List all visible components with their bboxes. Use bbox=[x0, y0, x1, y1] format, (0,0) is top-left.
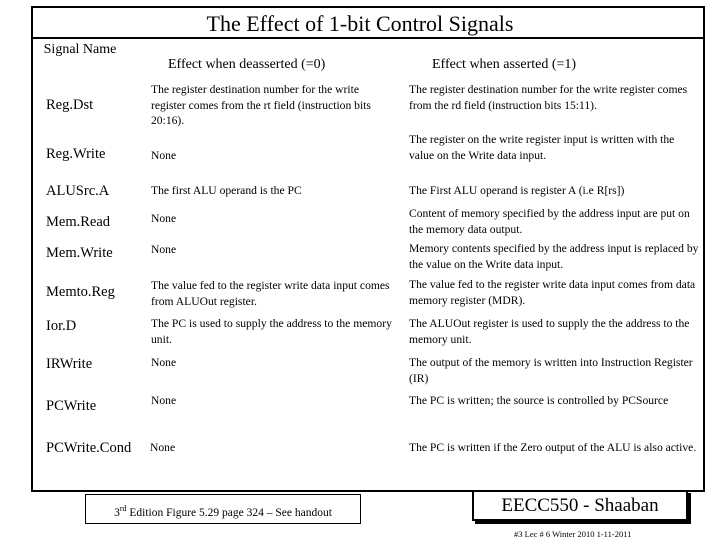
deasserted-regwrite: None bbox=[151, 149, 177, 162]
deasserted-alusrca: The first ALU operand is the PC bbox=[151, 184, 302, 197]
deasserted-irwrite: None bbox=[151, 356, 177, 369]
signal-iord: Ior.D bbox=[46, 318, 77, 334]
signal-alusrca: ALUSrc.A bbox=[46, 183, 110, 199]
deasserted-pcwrite: None bbox=[151, 394, 177, 407]
citation-text: Edition Figure 5.29 page 324 – See handout bbox=[129, 506, 332, 519]
header-signal-name: Signal Name bbox=[43, 42, 117, 57]
slide-title: The Effect of 1-bit Control Signals bbox=[206, 11, 514, 36]
asserted-iord: The ALUOut register is used to supply the the address to the memory unit. bbox=[409, 317, 690, 346]
asserted-memtoreg: The value fed to the register write data input comes from data memory register (MDR). bbox=[409, 278, 696, 307]
header-asserted: Effect when asserted (=1) bbox=[432, 57, 577, 72]
deasserted-memtoreg: The value fed to the register write data input comes from ALUOut register. bbox=[151, 279, 390, 308]
citation-edition-suffix: rd bbox=[119, 504, 127, 513]
deasserted-memread: None bbox=[151, 212, 177, 225]
signal-irwrite: IRWrite bbox=[46, 356, 93, 372]
asserted-memwrite: Memory contents specified by the address input is replaced by the value on the Write data input. bbox=[409, 242, 699, 271]
deasserted-memwrite: None bbox=[151, 243, 177, 256]
footer-slide-info: #3 Lec # 6 Winter 2010 1-11-2011 bbox=[514, 529, 632, 539]
signal-memtoreg: Memto.Reg bbox=[46, 284, 115, 300]
asserted-pcwrite: The PC is written; the source is controlled by PCSource bbox=[409, 394, 669, 407]
footer-citation bbox=[85, 494, 361, 524]
title-divider bbox=[31, 37, 705, 39]
deasserted-pcwritecond: None bbox=[150, 441, 176, 454]
course-badge: EECC550 - Shaaban bbox=[472, 490, 688, 521]
citation-edition-number: 3 bbox=[114, 506, 120, 519]
deasserted-regdst: The register destination number for the write register comes from the rt field (instruction bits 20:16). bbox=[151, 83, 371, 127]
asserted-alusrca: The First ALU operand is register A (i.e R[rs]) bbox=[409, 184, 625, 197]
asserted-regdst: The register destination number for the write register comes from the rd field (instruction bits 15:11). bbox=[409, 83, 688, 112]
asserted-regwrite: The register on the write register input is written with the value on the Write data input. bbox=[409, 133, 675, 162]
signal-pcwritecond: PCWrite.Cond bbox=[46, 440, 132, 456]
signal-pcwrite: PCWrite bbox=[46, 398, 97, 414]
asserted-irwrite: The output of the memory is written into Instruction Register (IR) bbox=[409, 356, 693, 385]
asserted-pcwritecond: The PC is written if the Zero output of the ALU is also active. bbox=[409, 441, 697, 454]
header-deasserted: Effect when deasserted (=0) bbox=[168, 57, 326, 72]
signal-regwrite: Reg.Write bbox=[46, 146, 106, 162]
signal-regdst: Reg.Dst bbox=[46, 97, 94, 113]
signal-memread: Mem.Read bbox=[46, 214, 111, 230]
asserted-memread: Content of memory specified by the address input are put on the memory data output. bbox=[409, 207, 690, 236]
deasserted-iord: The PC is used to supply the address to the memory unit. bbox=[151, 317, 392, 346]
signal-memwrite: Mem.Write bbox=[46, 245, 113, 261]
